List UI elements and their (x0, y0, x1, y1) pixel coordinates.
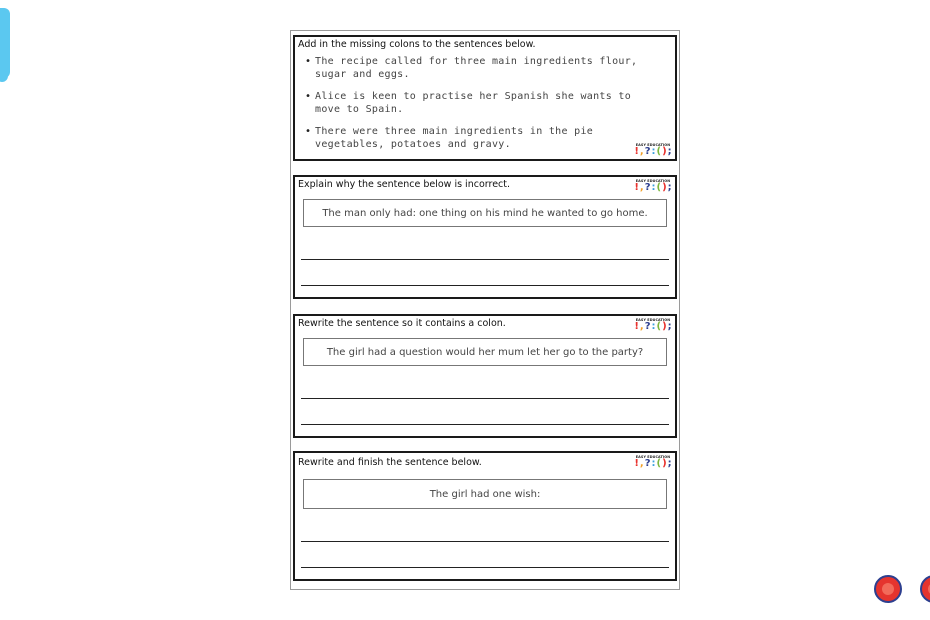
easy-education-logo: EASY EDUCATION ! , ? : ( ) ; (634, 179, 672, 193)
sentence-box: The girl had one wish: (303, 479, 667, 509)
answer-line[interactable] (301, 541, 669, 542)
stamp-icon (920, 575, 930, 603)
easy-education-logo: EASY EDUCATION ! , ? : ( ) ; (634, 318, 672, 332)
stamp-icon (874, 575, 902, 603)
sentence-list (305, 55, 645, 160)
section-rewrite-finish (293, 451, 677, 581)
list-item: • The recipe called for three main ingredients flour, sugar and eggs. (305, 55, 645, 81)
section-explain-incorrect (293, 175, 677, 299)
section-title: Rewrite the sentence so it contains a colon. (298, 318, 506, 329)
easy-education-logo: EASY EDUCATION ! , ? : ( ) ; (634, 143, 672, 157)
sentence-box: The girl had a question would her mum let her go to the party? (303, 338, 667, 366)
answer-line[interactable] (301, 259, 669, 260)
corner-decoration-dot (0, 70, 8, 82)
section-title: Rewrite and finish the sentence below. (298, 457, 482, 468)
answer-line[interactable] (301, 398, 669, 399)
answer-line[interactable] (301, 567, 669, 568)
list-item: • There were three main ingredients in the pie vegetables, potatoes and gravy. (305, 125, 645, 151)
corner-decoration (0, 8, 10, 78)
section-title: Add in the missing colons to the sentences below. (298, 39, 536, 50)
worksheet-page (290, 30, 680, 590)
section-title: Explain why the sentence below is incorrect. (298, 179, 511, 190)
easy-education-logo: EASY EDUCATION ! , ? : ( ) ; (634, 455, 672, 469)
answer-line[interactable] (301, 285, 669, 286)
sentence-box: The man only had: one thing on his mind he wanted to go home. (303, 199, 667, 227)
section-missing-colons (293, 35, 677, 161)
list-item: • Alice is keen to practise her Spanish she wants to move to Spain. (305, 90, 645, 116)
answer-line[interactable] (301, 424, 669, 425)
section-rewrite-colon (293, 314, 677, 438)
